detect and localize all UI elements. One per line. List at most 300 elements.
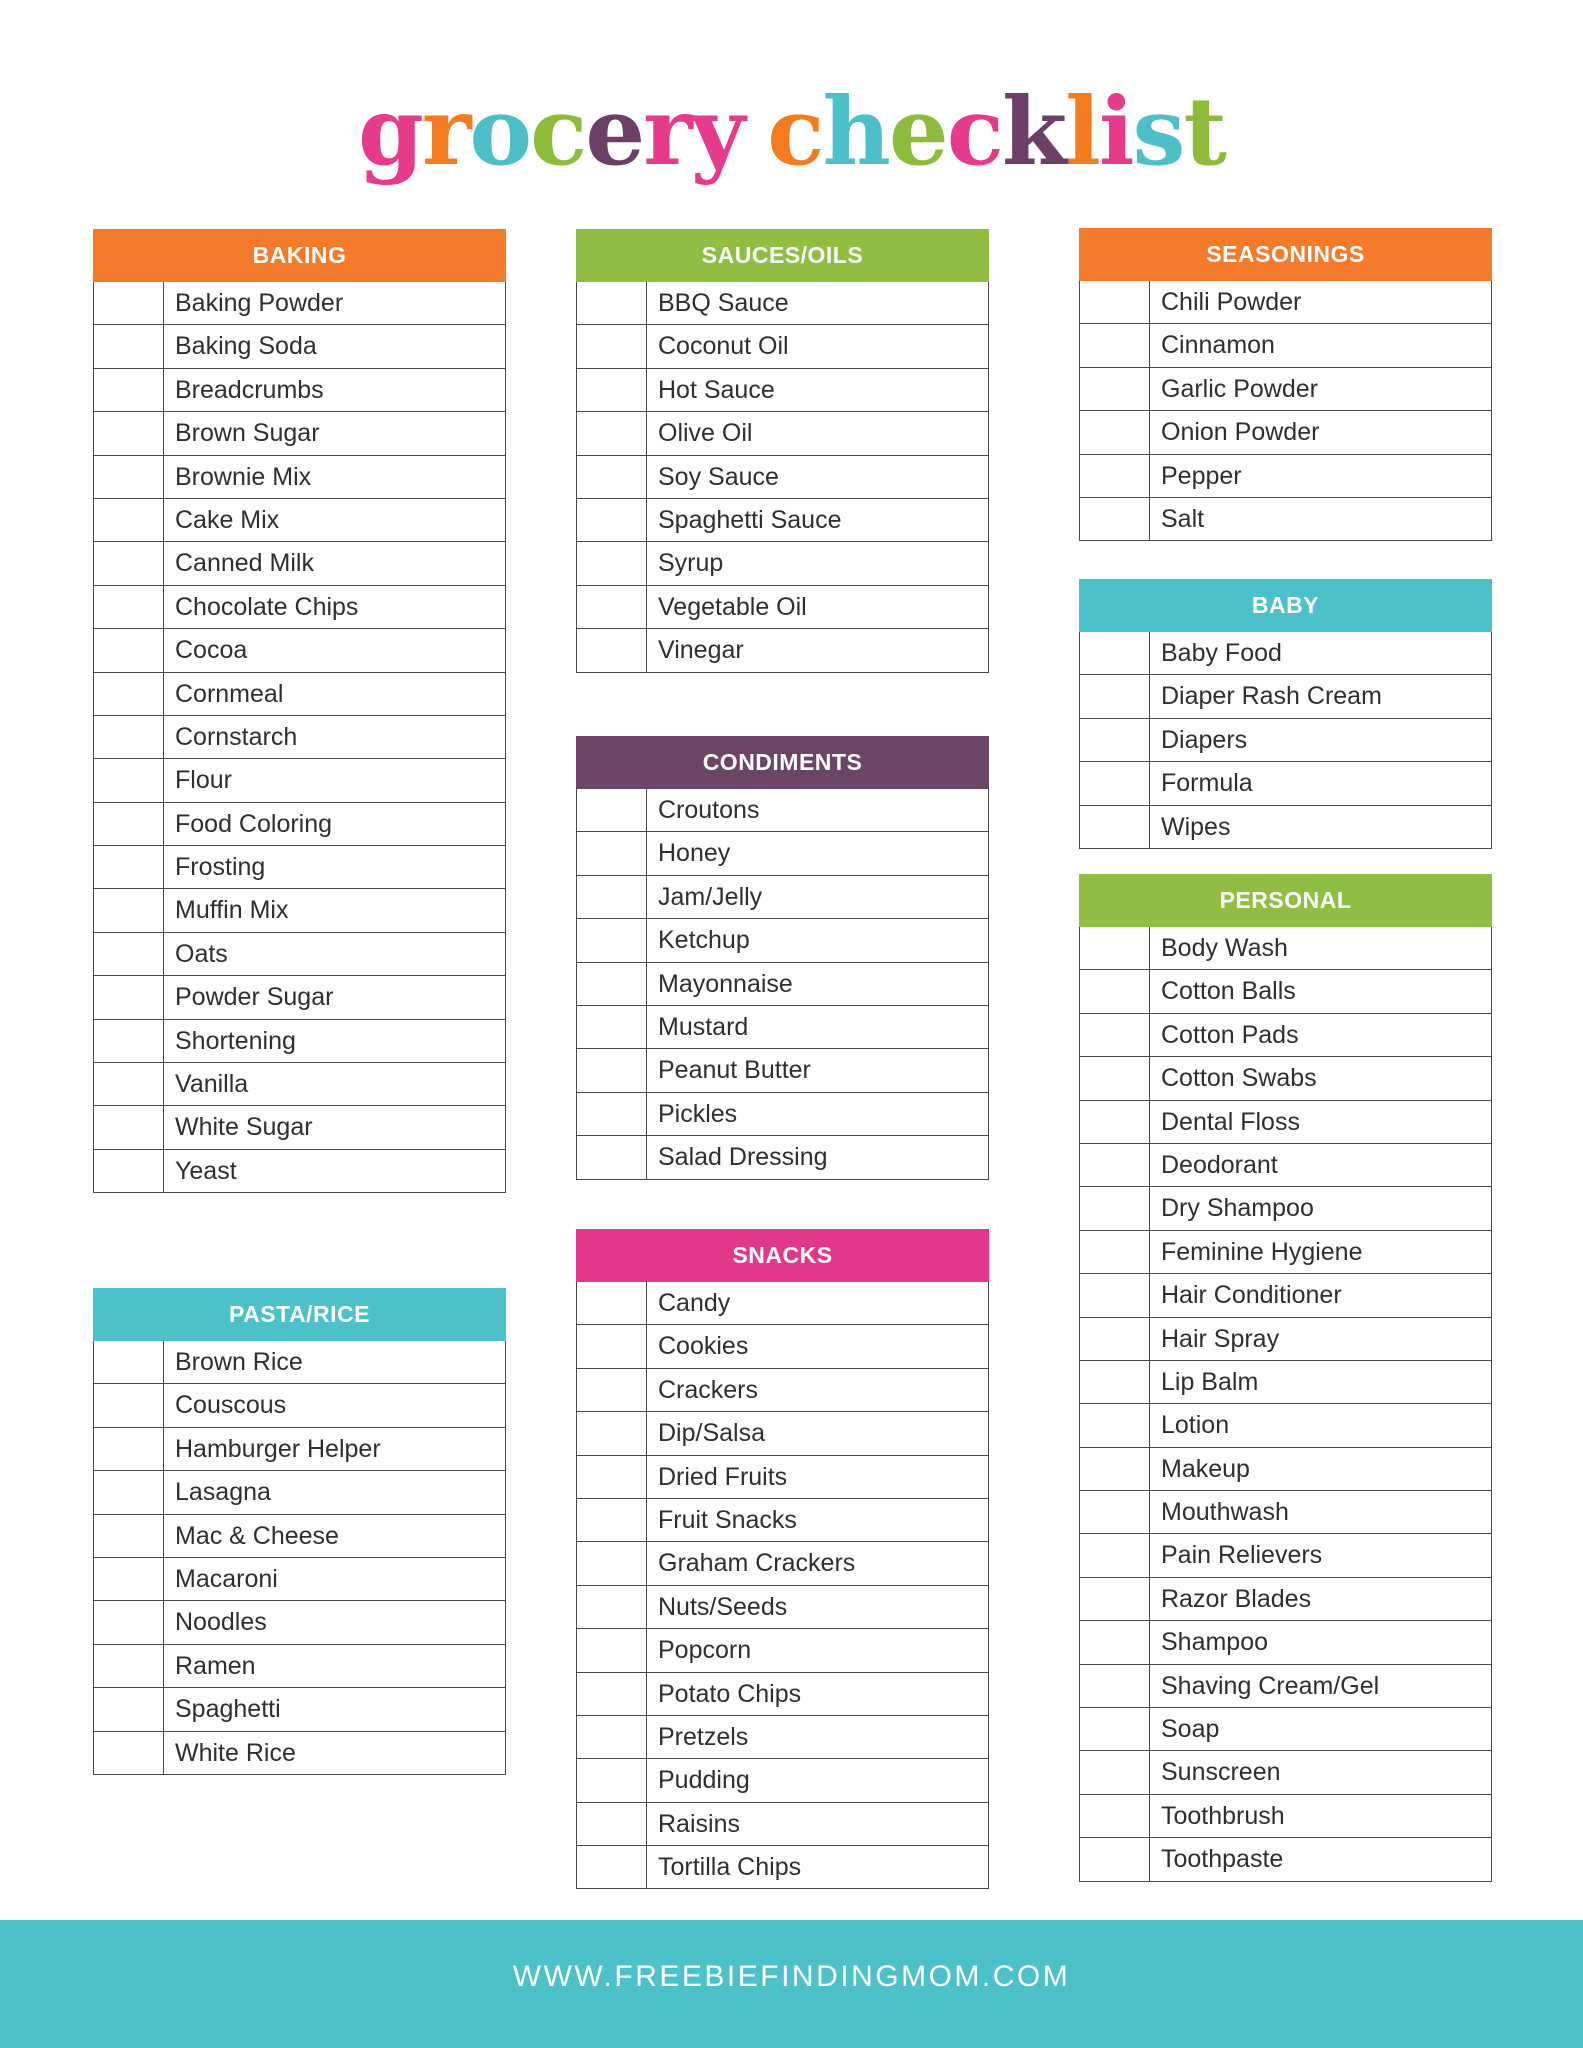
- checklist-rows: [1079, 927, 1492, 1882]
- checklist-row: [1080, 1795, 1491, 1838]
- item-label: Nuts/Seeds: [658, 1592, 788, 1621]
- checkbox[interactable]: [1080, 1708, 1150, 1750]
- checklist-rows: [576, 789, 989, 1180]
- checkbox[interactable]: [94, 412, 164, 454]
- checklist-row: [1080, 675, 1491, 718]
- item-label: Pretzels: [658, 1722, 749, 1751]
- checklist-row: [1080, 1838, 1491, 1881]
- checklist-row: [1080, 1578, 1491, 1621]
- checkbox[interactable]: [94, 1063, 164, 1105]
- item-label: Soy Sauce: [658, 462, 779, 491]
- checkbox[interactable]: [1080, 927, 1150, 969]
- checklist-row: [1080, 1665, 1491, 1708]
- checklist-row: [1080, 1708, 1491, 1751]
- checkbox[interactable]: [1080, 1187, 1150, 1229]
- checkbox[interactable]: [577, 1716, 647, 1758]
- checklist-rows: [576, 282, 989, 673]
- item-label: Shampoo: [1161, 1628, 1269, 1657]
- checklist-row: [577, 629, 988, 672]
- checklist-row: [1080, 1491, 1491, 1534]
- checkbox[interactable]: [94, 1106, 164, 1148]
- checkbox[interactable]: [94, 1428, 164, 1470]
- checkbox[interactable]: [94, 976, 164, 1018]
- item-label: Couscous: [175, 1391, 287, 1420]
- checkbox[interactable]: [577, 1846, 647, 1888]
- checkbox[interactable]: [94, 586, 164, 628]
- checklist-row: [1080, 324, 1491, 367]
- checklist-row: [94, 1106, 505, 1149]
- checklist-row: [577, 1093, 988, 1136]
- checkbox[interactable]: [1080, 455, 1150, 497]
- checkbox[interactable]: [94, 1688, 164, 1730]
- checklist-row: [1080, 1318, 1491, 1361]
- checkbox[interactable]: [1080, 1534, 1150, 1576]
- item-label: Toothbrush: [1161, 1801, 1285, 1830]
- checklist-row: [94, 1341, 505, 1384]
- checkbox[interactable]: [1080, 411, 1150, 453]
- item-label: Croutons: [658, 796, 760, 824]
- checklist-row: [1080, 1404, 1491, 1447]
- checklist-row: [1080, 1751, 1491, 1794]
- checkbox[interactable]: [94, 759, 164, 801]
- page-title: [0, 72, 1583, 192]
- checkbox[interactable]: [94, 1515, 164, 1557]
- checklist-row: [577, 1325, 988, 1368]
- checkbox[interactable]: [577, 1673, 647, 1715]
- checklist-row: [94, 1688, 505, 1731]
- checklist-row: [1080, 1448, 1491, 1491]
- item-label: Breadcrumbs: [175, 375, 324, 404]
- checklist-row: [577, 499, 988, 542]
- checklist-row: [577, 1006, 988, 1049]
- item-label: Tortilla Chips: [658, 1853, 802, 1882]
- item-label: Mayonnaise: [658, 969, 793, 998]
- checkbox[interactable]: [94, 933, 164, 975]
- checklist-row: [1080, 1231, 1491, 1274]
- checklist-row: [1080, 1274, 1491, 1317]
- checklist-row: [94, 1428, 505, 1471]
- item-label: Brown Rice: [175, 1348, 303, 1376]
- checkbox[interactable]: [1080, 675, 1150, 717]
- checklist-row: [94, 1150, 505, 1193]
- checkbox[interactable]: [1080, 324, 1150, 366]
- checklist-row: [94, 889, 505, 932]
- item-label: Hamburger Helper: [175, 1434, 381, 1463]
- title-letter: h: [822, 77, 889, 187]
- checkbox[interactable]: [577, 1136, 647, 1178]
- item-label: White Sugar: [175, 1113, 313, 1142]
- checkbox[interactable]: [94, 1384, 164, 1426]
- checklist-row: [94, 1515, 505, 1558]
- checklist-row: [577, 1369, 988, 1412]
- item-label: Pudding: [658, 1766, 750, 1795]
- item-label: Peanut Butter: [658, 1056, 811, 1085]
- item-label: Feminine Hygiene: [1161, 1237, 1363, 1266]
- section-seasonings: [1079, 228, 1492, 541]
- checkbox[interactable]: [577, 499, 647, 541]
- checklist-row: [94, 1558, 505, 1601]
- title-letter: i: [1098, 77, 1133, 187]
- item-label: Baking Powder: [175, 289, 344, 317]
- checklist-row: [94, 412, 505, 455]
- item-label: Candy: [658, 1289, 731, 1317]
- checklist-row: [577, 1716, 988, 1759]
- checkbox[interactable]: [577, 1412, 647, 1454]
- section-sauces-oils: [576, 229, 989, 673]
- item-label: Canned Milk: [175, 549, 314, 578]
- checkbox[interactable]: [94, 1341, 164, 1383]
- checkbox[interactable]: [577, 586, 647, 628]
- checkbox[interactable]: [1080, 1057, 1150, 1099]
- checkbox[interactable]: [577, 832, 647, 874]
- footer-bar: [0, 1920, 1583, 2048]
- title-letter: t: [1183, 77, 1225, 187]
- item-label: Dental Floss: [1161, 1107, 1300, 1136]
- checklist-row: [1080, 970, 1491, 1013]
- checkbox[interactable]: [94, 1645, 164, 1687]
- checkbox[interactable]: [577, 1586, 647, 1628]
- checklist-row: [94, 846, 505, 889]
- checkbox[interactable]: [1080, 1621, 1150, 1663]
- checklist-row: [1080, 1144, 1491, 1187]
- item-label: Deodorant: [1161, 1150, 1278, 1179]
- checkbox[interactable]: [577, 1499, 647, 1541]
- section-pasta-rice: [93, 1288, 506, 1775]
- title-letter: l: [1065, 77, 1099, 187]
- checkbox[interactable]: [577, 282, 647, 324]
- title-letter: c: [530, 77, 586, 187]
- checkbox[interactable]: [1080, 1231, 1150, 1273]
- checkbox[interactable]: [1080, 498, 1150, 540]
- checkbox[interactable]: [94, 369, 164, 411]
- checklist-row: [577, 1846, 988, 1889]
- item-label: Lip Balm: [1161, 1367, 1259, 1396]
- item-label: Sunscreen: [1161, 1758, 1281, 1787]
- checkbox[interactable]: [1080, 806, 1150, 848]
- checklist-row: [94, 586, 505, 629]
- checkbox[interactable]: [577, 1629, 647, 1671]
- item-label: Coconut Oil: [658, 332, 789, 361]
- item-label: Cotton Swabs: [1161, 1064, 1317, 1093]
- checkbox[interactable]: [577, 1049, 647, 1091]
- checklist-row: [94, 673, 505, 716]
- item-label: Potato Chips: [658, 1679, 802, 1708]
- checklist-row: [94, 1601, 505, 1644]
- checklist-row: [1080, 1057, 1491, 1100]
- checkbox[interactable]: [1080, 762, 1150, 804]
- title-letter: g: [358, 77, 422, 187]
- item-label: Spaghetti: [175, 1695, 281, 1724]
- item-label: Noodles: [175, 1608, 267, 1637]
- checklist-row: [1080, 455, 1491, 498]
- checklist-row: [1080, 411, 1491, 454]
- checklist-row: [1080, 1534, 1491, 1577]
- checklist-row: [577, 1542, 988, 1585]
- checklist-row: [94, 325, 505, 368]
- checklist-row: [94, 1384, 505, 1427]
- checklist-row: [1080, 1101, 1491, 1144]
- checklist-row: [577, 542, 988, 585]
- checkbox[interactable]: [577, 1093, 647, 1135]
- checkbox[interactable]: [94, 803, 164, 845]
- checklist-row: [577, 1136, 988, 1179]
- checkbox[interactable]: [1080, 368, 1150, 410]
- title-letter: r: [643, 77, 691, 187]
- checklist-row: [577, 1673, 988, 1716]
- item-label: Mac & Cheese: [175, 1521, 339, 1550]
- item-label: Pepper: [1161, 461, 1242, 490]
- checkbox[interactable]: [577, 456, 647, 498]
- checkbox[interactable]: [1080, 1795, 1150, 1837]
- section-personal: [1079, 874, 1492, 1882]
- checkbox[interactable]: [1080, 1318, 1150, 1360]
- checkbox[interactable]: [94, 325, 164, 367]
- checkbox[interactable]: [1080, 1665, 1150, 1707]
- section-header: CONDIMENTS: [576, 736, 989, 789]
- checklist-row: [577, 1412, 988, 1455]
- item-label: Cake Mix: [175, 505, 280, 534]
- checkbox[interactable]: [1080, 1751, 1150, 1793]
- checkbox[interactable]: [94, 1558, 164, 1600]
- item-label: Vegetable Oil: [658, 592, 807, 621]
- item-label: Baby Food: [1161, 639, 1282, 667]
- checkbox[interactable]: [94, 499, 164, 541]
- checkbox[interactable]: [94, 673, 164, 715]
- section-header: BABY: [1079, 579, 1492, 632]
- checkbox[interactable]: [1080, 970, 1150, 1012]
- item-label: Syrup: [658, 549, 724, 578]
- checkbox[interactable]: [94, 1732, 164, 1774]
- item-label: Razor Blades: [1161, 1584, 1312, 1613]
- checklist-row: [1080, 498, 1491, 541]
- item-label: Formula: [1161, 769, 1253, 798]
- item-label: Body Wash: [1161, 934, 1288, 962]
- item-label: Diapers: [1161, 725, 1248, 754]
- item-label: Lotion: [1161, 1411, 1230, 1440]
- checkbox[interactable]: [1080, 1101, 1150, 1143]
- checkbox[interactable]: [1080, 1578, 1150, 1620]
- checkbox[interactable]: [1080, 1014, 1150, 1056]
- checkbox[interactable]: [94, 629, 164, 671]
- checklist-row: [94, 282, 505, 325]
- checklist-row: [1080, 1621, 1491, 1664]
- item-label: Vanilla: [175, 1070, 249, 1099]
- item-label: White Rice: [175, 1738, 296, 1767]
- checklist-row: [577, 789, 988, 832]
- checklist-row: [577, 1629, 988, 1672]
- title-letter: o: [469, 77, 531, 187]
- item-label: Brown Sugar: [175, 419, 320, 448]
- checklist-rows: [1079, 632, 1492, 849]
- checkbox[interactable]: [577, 369, 647, 411]
- checkbox[interactable]: [94, 889, 164, 931]
- checklist-row: [1080, 281, 1491, 324]
- checkbox[interactable]: [1080, 719, 1150, 761]
- title-letter: y: [690, 77, 744, 187]
- item-label: Shaving Cream/Gel: [1161, 1671, 1380, 1700]
- item-label: Shortening: [175, 1026, 296, 1055]
- checkbox[interactable]: [1080, 1838, 1150, 1880]
- checklist-row: [577, 1586, 988, 1629]
- item-label: Spaghetti Sauce: [658, 505, 842, 534]
- checkbox[interactable]: [94, 456, 164, 498]
- checklist-row: [577, 325, 988, 368]
- checkbox[interactable]: [577, 876, 647, 918]
- checkbox[interactable]: [577, 1325, 647, 1367]
- checklist-row: [577, 1803, 988, 1846]
- item-label: Lasagna: [175, 1478, 271, 1507]
- item-label: Flour: [175, 766, 232, 795]
- checklist-row: [1080, 806, 1491, 849]
- checkbox[interactable]: [1080, 1448, 1150, 1490]
- title-letter: s: [1132, 77, 1184, 187]
- checkbox[interactable]: [577, 1759, 647, 1801]
- checklist-rows: [93, 1341, 506, 1775]
- item-label: Wipes: [1161, 812, 1231, 841]
- checkbox[interactable]: [1080, 632, 1150, 674]
- item-label: Macaroni: [175, 1564, 278, 1593]
- checklist-row: [577, 832, 988, 875]
- checkbox[interactable]: [1080, 1491, 1150, 1533]
- title-letter: c: [946, 77, 1002, 187]
- item-label: Yeast: [175, 1156, 237, 1185]
- section-baking: [93, 229, 506, 1193]
- checkbox[interactable]: [577, 1369, 647, 1411]
- section-snacks: [576, 1229, 989, 1889]
- checklist-row: [94, 976, 505, 1019]
- item-label: Muffin Mix: [175, 896, 289, 925]
- checklist-row: [1080, 1361, 1491, 1404]
- item-label: Salad Dressing: [658, 1143, 828, 1172]
- checklist-row: [1080, 927, 1491, 970]
- checklist-row: [94, 933, 505, 976]
- title-letter: [743, 72, 767, 192]
- checklist-row: [94, 716, 505, 759]
- checkbox[interactable]: [577, 1803, 647, 1845]
- checkbox[interactable]: [577, 412, 647, 454]
- checkbox[interactable]: [94, 846, 164, 888]
- checkbox[interactable]: [577, 1282, 647, 1324]
- checklist-row: [94, 629, 505, 672]
- checkbox[interactable]: [577, 789, 647, 831]
- checklist-row: [1080, 368, 1491, 411]
- item-label: Chili Powder: [1161, 288, 1302, 316]
- checkbox[interactable]: [577, 1456, 647, 1498]
- checklist-row: [1080, 1014, 1491, 1057]
- item-label: Raisins: [658, 1809, 740, 1838]
- item-label: Graham Crackers: [658, 1549, 856, 1578]
- checkbox[interactable]: [1080, 1404, 1150, 1446]
- checklist-rows: [576, 1282, 989, 1889]
- checkbox[interactable]: [94, 1020, 164, 1062]
- checklist-row: [1080, 632, 1491, 675]
- checkbox[interactable]: [577, 1542, 647, 1584]
- checkbox[interactable]: [94, 716, 164, 758]
- checkbox[interactable]: [577, 963, 647, 1005]
- item-label: Brownie Mix: [175, 462, 312, 491]
- title-letter: k: [1001, 77, 1066, 187]
- checklist-row: [577, 876, 988, 919]
- checklist-row: [94, 1063, 505, 1106]
- checklist-row: [577, 1759, 988, 1802]
- item-label: Chocolate Chips: [175, 592, 359, 621]
- checkbox[interactable]: [94, 282, 164, 324]
- checklist-row: [577, 963, 988, 1006]
- section-condiments: [576, 736, 989, 1180]
- item-label: Dried Fruits: [658, 1462, 788, 1491]
- checkbox[interactable]: [94, 1471, 164, 1513]
- title-letter: r: [421, 77, 470, 187]
- checklist-row: [94, 1020, 505, 1063]
- checklist-row: [577, 456, 988, 499]
- checkbox[interactable]: [94, 1150, 164, 1192]
- item-label: Cinnamon: [1161, 331, 1275, 360]
- checkbox[interactable]: [94, 1601, 164, 1643]
- checklist-row: [577, 1456, 988, 1499]
- checkbox[interactable]: [577, 1006, 647, 1048]
- item-label: Mouthwash: [1161, 1498, 1289, 1527]
- checklist-row: [94, 369, 505, 412]
- item-label: Hot Sauce: [658, 375, 775, 404]
- section-header: SNACKS: [576, 1229, 989, 1282]
- checkbox[interactable]: [1080, 1144, 1150, 1186]
- item-label: Food Coloring: [175, 809, 333, 838]
- item-label: BBQ Sauce: [658, 289, 789, 317]
- checkbox[interactable]: [577, 542, 647, 584]
- item-label: Powder Sugar: [175, 983, 334, 1012]
- checklist-row: [577, 369, 988, 412]
- item-label: Vinegar: [658, 636, 744, 665]
- item-label: Garlic Powder: [1161, 374, 1318, 403]
- checklist-row: [577, 1049, 988, 1092]
- checklist-row: [94, 1645, 505, 1688]
- item-label: Mustard: [658, 1012, 749, 1041]
- title-letter: e: [888, 77, 947, 187]
- checklist-row: [577, 586, 988, 629]
- checklist-row: [94, 803, 505, 846]
- checkbox[interactable]: [577, 919, 647, 961]
- checkbox[interactable]: [1080, 1274, 1150, 1316]
- checklist-row: [94, 1471, 505, 1514]
- checklist-row: [94, 499, 505, 542]
- item-label: Makeup: [1161, 1454, 1250, 1483]
- item-label: Salt: [1161, 504, 1205, 533]
- checklist-row: [1080, 1187, 1491, 1230]
- checklist-rows: [1079, 281, 1492, 541]
- item-label: Frosting: [175, 853, 266, 882]
- item-label: Dip/Salsa: [658, 1419, 765, 1448]
- item-label: Toothpaste: [1161, 1845, 1284, 1874]
- checklist-row: [1080, 762, 1491, 805]
- checkbox[interactable]: [577, 325, 647, 367]
- item-label: Olive Oil: [658, 419, 753, 448]
- checklist-row: [577, 1282, 988, 1325]
- checkbox[interactable]: [94, 542, 164, 584]
- item-label: Hair Spray: [1161, 1324, 1280, 1353]
- section-baby: [1079, 579, 1492, 849]
- item-label: Pain Relievers: [1161, 1541, 1323, 1570]
- checkbox[interactable]: [577, 629, 647, 671]
- section-header: SAUCES/OILS: [576, 229, 989, 282]
- footer-url[interactable]: WWW.FREEBIEFINDINGMOM.COM: [512, 1960, 1071, 1993]
- checkbox[interactable]: [1080, 1361, 1150, 1403]
- section-header: SEASONINGS: [1079, 228, 1492, 281]
- checkbox[interactable]: [1080, 281, 1150, 323]
- item-label: Honey: [658, 839, 731, 868]
- checklist-row: [577, 282, 988, 325]
- item-label: Cornmeal: [175, 679, 284, 708]
- item-label: Cookies: [658, 1332, 749, 1361]
